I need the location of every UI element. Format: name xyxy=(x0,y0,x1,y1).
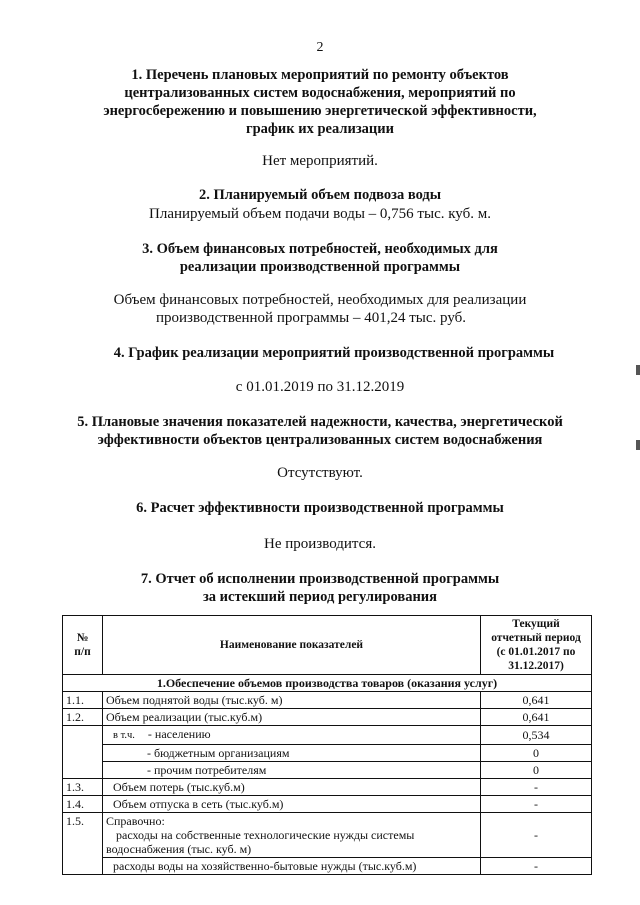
table-section-title: 1.Обеспечение объемов производства товаров (оказания услуг) xyxy=(63,675,592,692)
header-num: № п/п xyxy=(63,616,103,675)
section-4-body: с 01.01.2019 по 31.12.2019 xyxy=(235,379,405,395)
table-header-row xyxy=(63,616,592,675)
section-2-body: Планируемый объем подачи воды – 0,756 тыс. куб. м. xyxy=(149,206,491,222)
section-4-heading: 4. График реализации мероприятий производственной программы xyxy=(113,345,555,361)
table-row: 1.5. Справочно: расходы на собственные технологические нужды системы водоснабжения (тыс. куб. м) - xyxy=(63,813,592,858)
table-row: 1.1. Объем поднятой воды (тыс.куб. м) 0,641 xyxy=(63,692,592,709)
table-row: 1.4. Объем отпуска в сеть (тыс.куб.м) - xyxy=(63,796,592,813)
section-6-heading: 6. Расчет эффективности производственной программы xyxy=(136,500,504,516)
section-5-body: Отсутствуют. xyxy=(277,465,363,481)
section-3-heading: 3. Объем финансовых потребностей, необходимых для реализации производственной программы xyxy=(142,241,498,275)
section-3-body: Объем финансовых потребностей, необходимых для реализации производственной программы – 401,24 тыс. руб. xyxy=(113,292,527,326)
section-5-heading: 5. Плановые значения показателей надежности, качества, энергетической эффективности объектов централизованных систем водоснабжения xyxy=(77,414,563,448)
section-6-body: Не производится. xyxy=(264,536,376,552)
report-table xyxy=(62,615,592,875)
section-2-heading: 2. Планируемый объем подвоза воды xyxy=(198,187,442,203)
scan-edge-mark xyxy=(636,440,640,450)
reference-label: Справочно: xyxy=(106,814,165,828)
header-value: Текущий отчетный период (с 01.01.2017 по 31.12.2017) xyxy=(481,616,592,675)
table-row: 1.3. Объем потерь (тыс.куб.м) - xyxy=(63,779,592,796)
section-1-body: Нет мероприятий. xyxy=(262,153,378,169)
section-7-heading: 7. Отчет об исполнении производственной программы за истекший период регулирования xyxy=(140,571,500,605)
header-name: Наименование показателей xyxy=(103,616,481,675)
table-row: расходы воды на хозяйственно-бытовые нужды (тыс.куб.м) - xyxy=(63,858,592,875)
table-section-row xyxy=(63,675,592,692)
table-row: 1.2. Объем реализации (тыс.куб.м) 0,641 xyxy=(63,709,592,726)
row-prefix: в т.ч. xyxy=(113,730,135,741)
section-1-heading: 1. Перечень плановых мероприятий по ремонту объектов централизованных систем водоснабжения, мероприятий по энергосбережению и повышению энергетической эффективности, график их реализации xyxy=(103,67,537,137)
table-row: в т.ч. - населению 0,534 xyxy=(63,726,592,745)
page-number: 2 xyxy=(316,40,324,55)
table-row: - бюджетным организациям 0 xyxy=(63,745,592,762)
table-row: - прочим потребителям 0 xyxy=(63,762,592,779)
scan-edge-mark xyxy=(636,365,640,375)
